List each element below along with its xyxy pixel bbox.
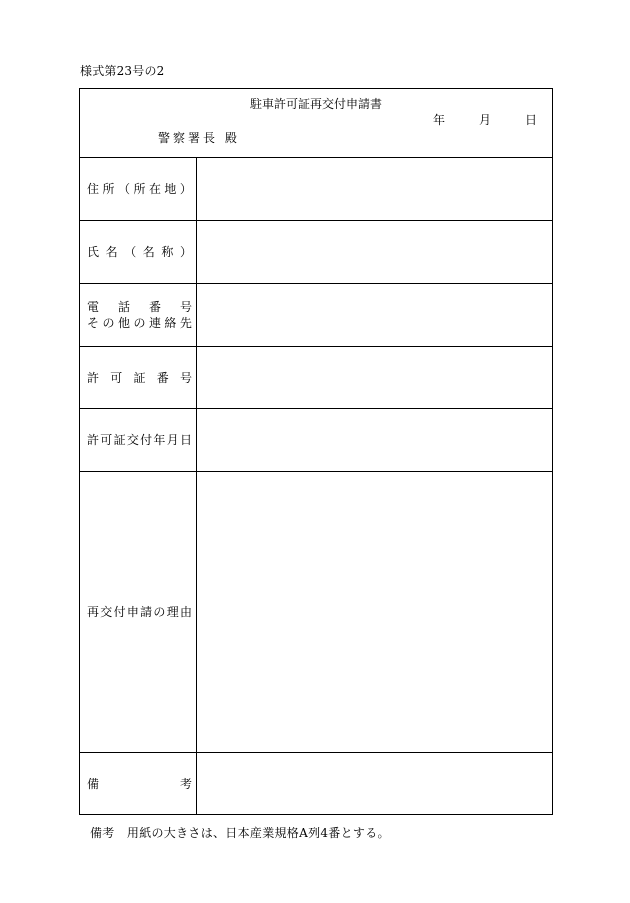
label-char: 備: [87, 776, 100, 791]
footnote: 備考 用紙の大きさは、日本産業規格A列4番とする。: [90, 826, 390, 840]
label-char: 年: [153, 433, 166, 447]
row-remarks: [80, 753, 552, 814]
issue-date-label: [80, 409, 197, 471]
label-char: 由: [179, 605, 192, 619]
address-label: [80, 158, 197, 220]
permit-number-field[interactable]: [197, 347, 552, 408]
label-char: 番: [148, 300, 161, 314]
label-line: [87, 776, 192, 792]
label-char: 号: [179, 300, 192, 314]
addressee: 警察署長 殿: [158, 131, 240, 145]
reissue-reason-label: [80, 472, 197, 752]
row-name: [80, 221, 552, 284]
address-field[interactable]: [197, 158, 552, 220]
reissue-reason-field[interactable]: [197, 472, 552, 752]
label-char: ）: [179, 182, 192, 196]
label-char: 名: [142, 245, 155, 259]
label-char: の: [153, 605, 166, 619]
remarks-field[interactable]: [197, 753, 552, 814]
label-line: [87, 181, 192, 197]
label-char: 電: [87, 300, 100, 314]
label-char: 先: [179, 316, 192, 330]
label-char: 付: [113, 605, 126, 619]
label-char: 交: [126, 433, 139, 447]
contact-label: [80, 284, 197, 346]
label-line: [87, 432, 192, 448]
label-char: 付: [140, 433, 153, 447]
label-char: 理: [166, 605, 179, 619]
form-number: 様式第23号の2: [80, 64, 165, 78]
label-char: 交: [100, 605, 113, 619]
label-char: の: [133, 316, 146, 330]
label-char: 請: [140, 605, 153, 619]
label-char: 住: [87, 182, 100, 196]
row-issue-date: [80, 409, 552, 472]
label-char: 可: [110, 370, 123, 385]
label-char: 話: [117, 300, 130, 314]
label-line: [87, 299, 192, 315]
name-label: [80, 221, 197, 283]
label-char: 許: [87, 370, 100, 385]
label-char: 称: [161, 245, 174, 259]
remarks-label: [80, 753, 197, 814]
form-header: [80, 89, 552, 158]
date-month-label: 月: [479, 113, 492, 127]
label-char: （: [117, 182, 130, 196]
label-char: 名: [105, 245, 118, 259]
label-char: 証: [133, 370, 146, 385]
row-contact: [80, 284, 552, 347]
label-char: 氏: [87, 245, 100, 259]
issue-date-field[interactable]: [197, 409, 552, 471]
label-line: [87, 604, 192, 620]
label-char: 番: [156, 370, 169, 385]
label-char: 考: [179, 776, 192, 791]
row-reissue-reason: [80, 472, 552, 753]
label-char: 証: [113, 433, 126, 447]
label-char: 再: [87, 605, 100, 619]
label-char: 所: [102, 182, 115, 196]
label-char: 地: [164, 182, 177, 196]
label-char: （: [124, 245, 137, 259]
row-address: [80, 158, 552, 221]
label-char: 日: [179, 433, 192, 447]
label-char: 可: [100, 433, 113, 447]
label-char: 所: [133, 182, 146, 196]
label-char: 連: [148, 316, 161, 330]
label-char: 在: [148, 182, 161, 196]
label-line: [87, 244, 192, 260]
contact-field[interactable]: [197, 284, 552, 346]
label-char: 絡: [164, 316, 177, 330]
name-field[interactable]: [197, 221, 552, 283]
form-title: 駐車許可証再交付申請書: [249, 97, 382, 111]
label-char: の: [102, 316, 115, 330]
label-char: 他: [117, 316, 130, 330]
label-char: そ: [87, 316, 100, 330]
permit-number-label: [80, 347, 197, 408]
label-line: [87, 370, 192, 386]
date-year-label: 年: [433, 113, 446, 127]
label-char: 許: [87, 433, 100, 447]
date-day-label: 日: [525, 113, 538, 127]
row-permit-number: [80, 347, 552, 409]
label-char: 申: [126, 605, 139, 619]
label-line: [87, 315, 192, 331]
label-char: 号: [179, 370, 192, 385]
application-form: [79, 88, 553, 815]
label-char: 月: [166, 433, 179, 447]
label-char: ）: [179, 245, 192, 259]
